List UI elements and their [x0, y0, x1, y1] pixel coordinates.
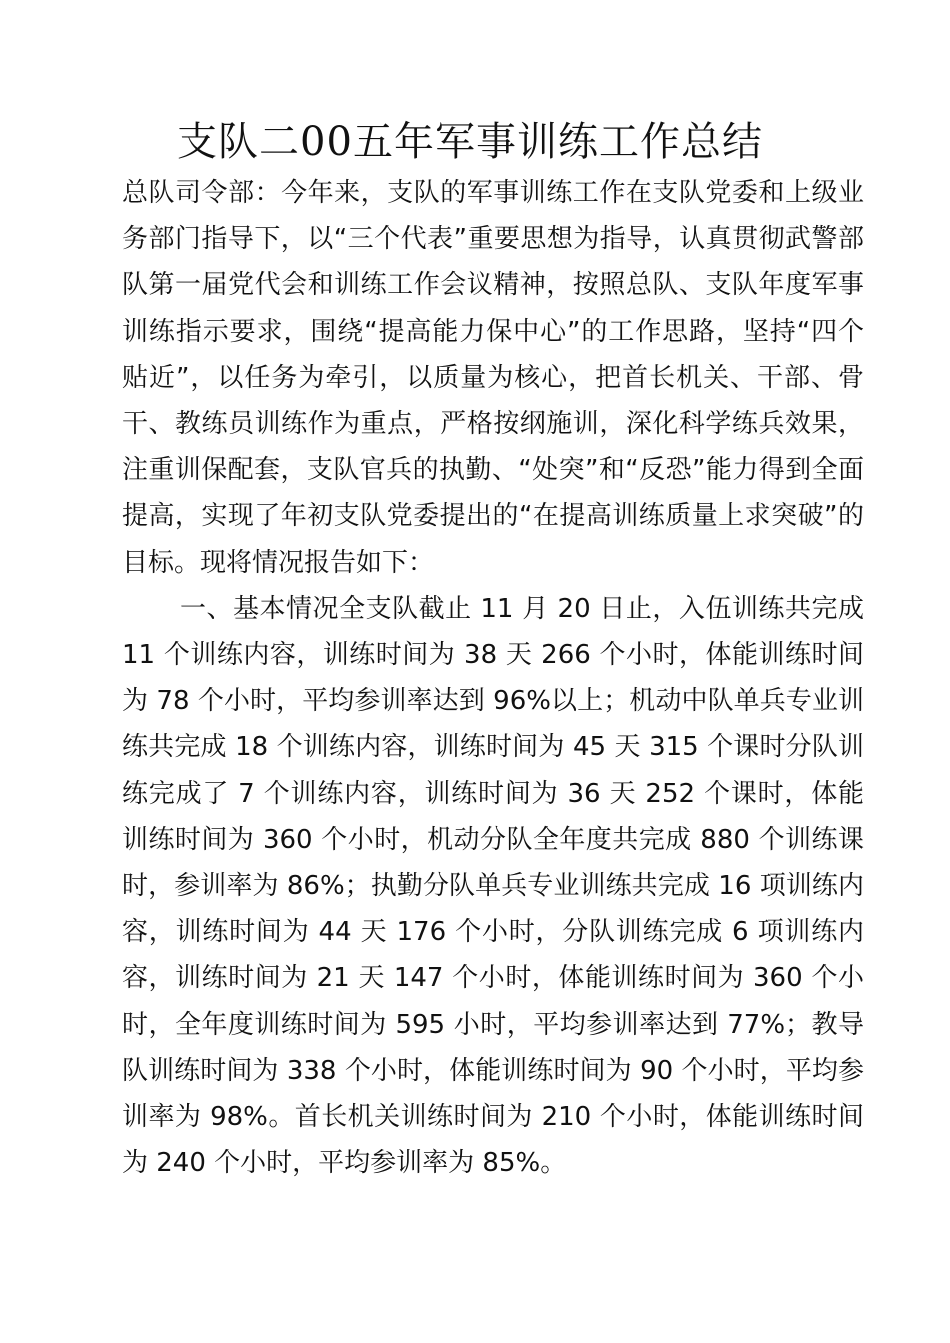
document-body — [122, 170, 864, 1186]
paragraph-basic-situation: 一、基本情况全支队截止 11 月 20 日止，入伍训练共完成 11 个训练内容，训练时间为 38 天 266 个小时，体能训练时间为 78 个小时，平均参训率达到 96%以上；机动中队单兵专业训练共完成 18 个训练内容，训练时间为 45 天 315 个课时分队训练完成了 7 个训练内容，训练时间为 36 天 252 个课时，体能训练时间为 360 个小时，机动分队全年度共完成 880 个训练课时，参训率为 86%；执勤分队单兵专业训练共完成 16 项训练内容，训练时间为 44 天 176 个小时，分队训练完成 6 项训练内容，训练时间为 21 天 147 个小时，体能训练时间为 360 个小时，全年度训练时间为 595 小时，平均参训率达到 77%；教导队训练时间为 338 个小时，体能训练时间为 90 个小时，平均参训率为 98%。首长机关训练时间为 210 个小时，体能训练时间为 240 个小时，平均参训率为 85%。 — [122, 593, 864, 1179]
paragraph-intro: 总队司令部：今年来，支队的军事训练工作在支队党委和上级业务部门指导下，以“三个代表”重要思想为指导，认真贯彻武警部队第一届党代会和训练工作会议精神，按照总队、支队年度军事训练指示要求，围绕“提高能力保中心”的工作思路，坚持“四个贴近”，以任务为牵引，以质量为核心，把首长机关、干部、骨干、教练员训练作为重点，严格按纲施训，深化科学练兵效果，注重训保配套，支队官兵的执勤、“处突”和“反恐”能力得到全面提高，实现了年初支队党委提出的“在提高训练质量上求突破”的目标。现将情况报告如下： — [122, 178, 864, 578]
document-title: 支队二00五年军事训练工作总结 — [177, 119, 763, 165]
